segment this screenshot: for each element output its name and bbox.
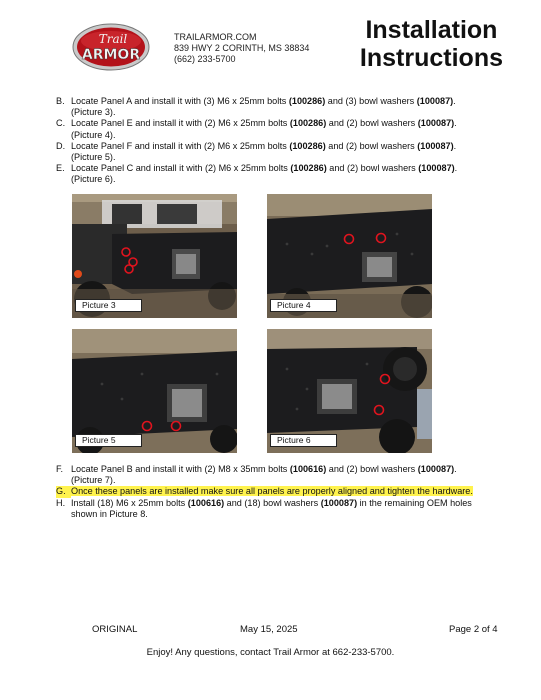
step-g: G. Once these panels are installed make sure all panels are properly aligned and tighten the hardware. (56, 486, 473, 497)
picture-4-photo (267, 194, 432, 318)
picture-6-caption: Picture 6 (270, 434, 337, 447)
footer-contact: Enjoy! Any questions, contact Trail Armor at 662-233-5700. (146, 647, 395, 658)
step-h: H. Install (18) M6 x 25mm bolts (100616) and (18) bowl washers (100087) in the remaining OEM holes shown in Picture 8. (56, 497, 472, 519)
highlighted-instruction: Once these panels are installed make sure all panels are properly aligned and tighten the hardware. (71, 486, 473, 497)
document-title: Installation Instructions (359, 16, 503, 72)
trail-armor-logo (72, 23, 150, 71)
company-info (174, 32, 309, 65)
picture-3-photo (72, 194, 237, 318)
step-e: E. Locate Panel C and install it with (2) M6 x 25mm bolts (100286) and (2) bowl washers (100087). (Picture 6). (56, 163, 458, 185)
picture-3-caption: Picture 3 (75, 299, 142, 312)
company-phone: (662) 233-5700 (174, 54, 236, 64)
picture-6-photo (267, 329, 432, 453)
footer-revision: ORIGINAL (92, 624, 138, 635)
step-f: F. Locate Panel B and install it with (2) M8 x 35mm bolts (100616) and (2) bowl washers (100087). (Picture 7). (56, 464, 457, 486)
svg-text:Trail: Trail (98, 32, 128, 46)
company-address: 839 HWY 2 CORINTH, MS 38834 (174, 43, 310, 53)
picture-5-photo (72, 329, 237, 453)
company-website: TRAILARMOR.COM (174, 32, 257, 42)
footer-date: May 15, 2025 (240, 624, 298, 635)
picture-4-caption: Picture 4 (270, 299, 337, 312)
picture-5-caption: Picture 5 (75, 434, 142, 447)
footer-page-number: Page 2 of 4 (449, 624, 498, 635)
step-c: C. Locate Panel E and install it with (2) M6 x 25mm bolts (100286) and (2) bowl washers (100087). (Picture 4). (56, 118, 457, 140)
step-b: B. Locate Panel A and install it with (3) M6 x 25mm bolts (100286) and (3) bowl washers (100087). (Picture 3). (56, 96, 456, 118)
step-d: D. Locate Panel F and install it with (2) M6 x 25mm bolts (100286) and (2) bowl washers (100087). (Picture 5). (56, 140, 457, 163)
steps-bottom (56, 464, 506, 520)
steps-top (56, 96, 506, 186)
svg-text:ARMOR: ARMOR (81, 47, 141, 63)
